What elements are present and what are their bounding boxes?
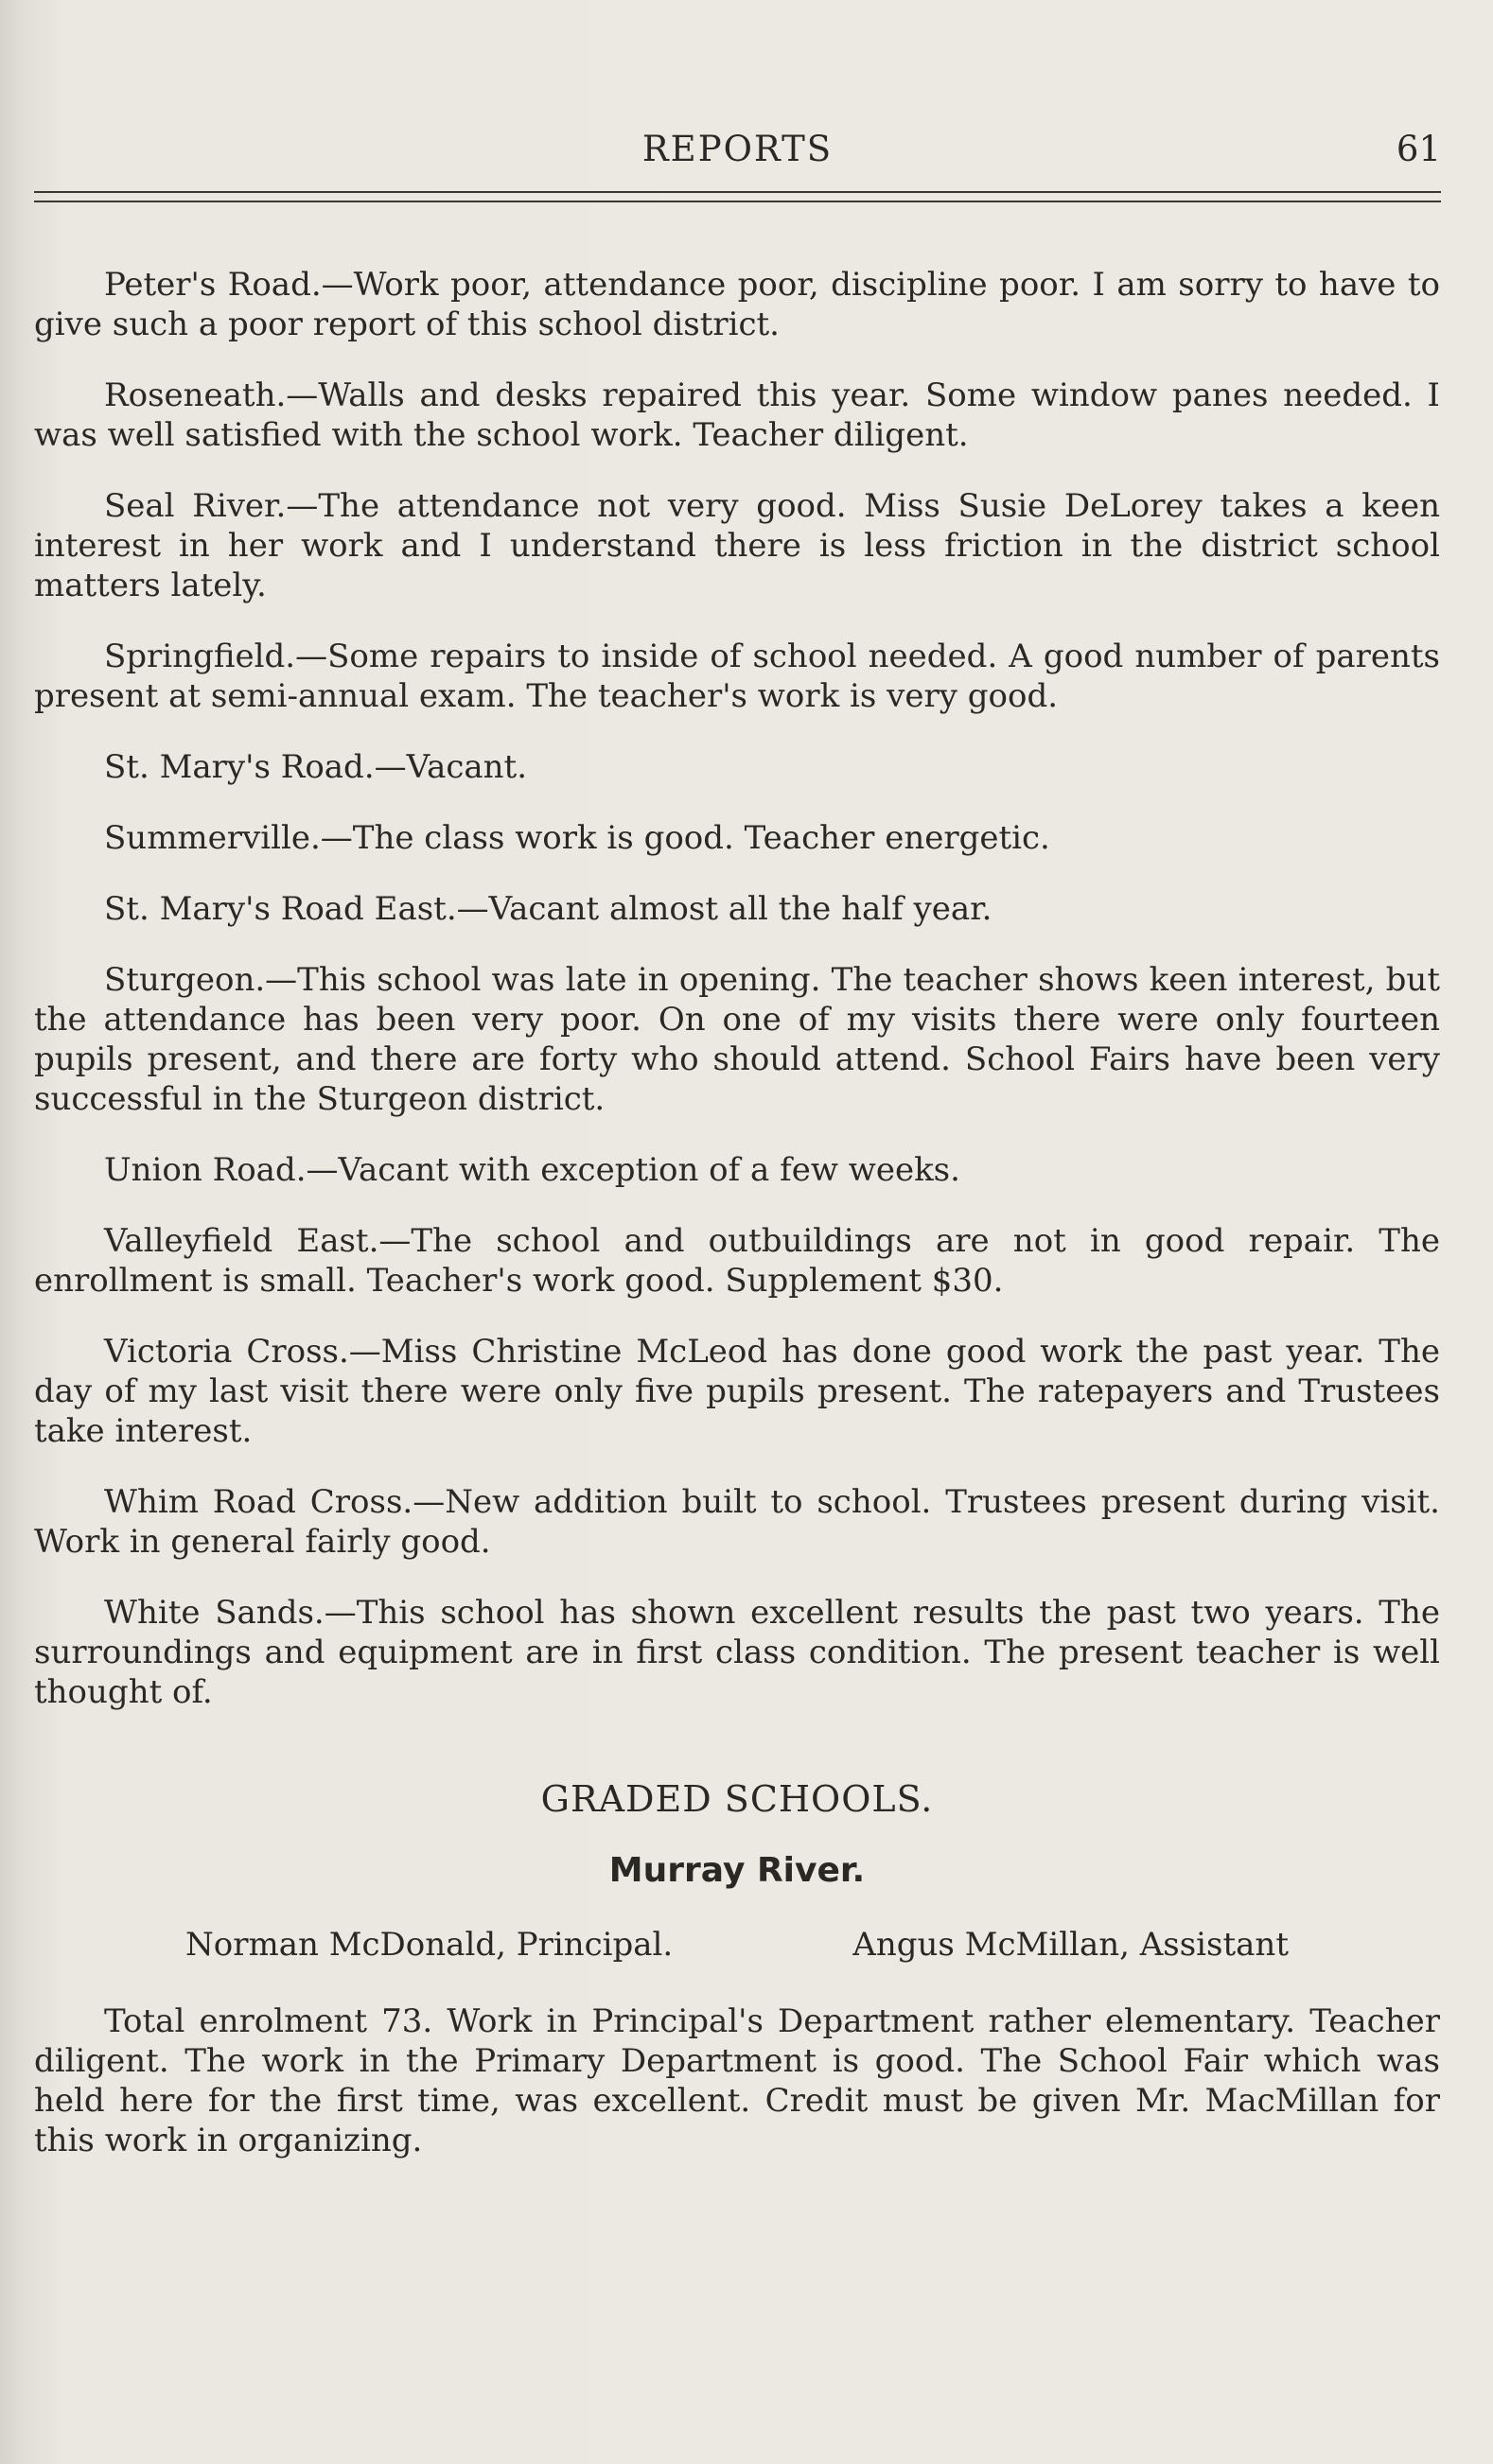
district-report: St. Mary's Road.—Vacant. — [104, 748, 528, 786]
district-report: Union Road.—Vacant with exception of a few weeks. — [104, 1151, 960, 1189]
staff-line — [34, 1926, 1440, 1964]
page-header — [34, 121, 1441, 178]
principal-name: Norman McDonald, Principal. — [185, 1926, 674, 1964]
district-report: White Sands.—This school has shown excellent results the past two years. The surroundings and equipment are in first class condition. The present teacher is well thought of. — [34, 1594, 1440, 1711]
district-report: Springfield.—Some repairs to inside of school needed. A good number of parents present at semi-annual exam. The teacher's work is very good. — [34, 638, 1440, 715]
district-report: Seal River.—The attendance not very good. Miss Susie DeLorey takes a keen interest in her work and I understand there is less friction in the district school matters lately. — [34, 487, 1440, 604]
school-name: Murray River. — [608, 1851, 866, 1890]
assistant-name: Angus McMillan, Assistant — [852, 1926, 1289, 1964]
district-report: Peter's Road.—Work poor, attendance poor, discipline poor. I am sorry to have to give such a poor report of this school district. — [34, 266, 1440, 343]
header-rule-top — [34, 191, 1441, 193]
page-body — [34, 265, 1440, 2192]
district-report: Whim Road Cross.—New addition built to school. Trustees present during visit. Work in general fairly good. — [34, 1483, 1440, 1561]
district-report: Victoria Cross.—Miss Christine McLeod has done good work the past year. The day of my last visit there were only five pupils present. The ratepayers and Trustees take interest. — [34, 1333, 1440, 1450]
district-report: Sturgeon.—This school was late in opening. The teacher shows keen interest, but the attendance has been very poor. On one of my visits there were only fourteen pupils present, and there are forty who should attend. School Fairs have been very successful in the Sturgeon district. — [34, 961, 1440, 1118]
district-report: Summerville.—The class work is good. Teacher energetic. — [104, 819, 1050, 857]
header-rule-bottom — [34, 201, 1441, 202]
school-report: Total enrolment 73. Work in Principal's Department rather elementary. Teacher diligent. The work in the Primary Department is good. The School Fair which was held here for the first time, was excellent. Credit must be given Mr. MacMillan for this work in organizing. — [34, 2002, 1440, 2159]
section-heading: GRADED SCHOOLS. — [540, 1778, 934, 1820]
district-report: St. Mary's Road East.—Vacant almost all the half year. — [104, 890, 992, 928]
district-report: Roseneath.—Walls and desks repaired this year. Some window panes needed. I was well satisfied with the school work. Teacher diligent. — [34, 376, 1440, 454]
running-title: REPORTS — [641, 129, 834, 169]
district-report: Valleyfield East.—The school and outbuildings are not in good repair. The enrollment is small. Teacher's work good. Supplement $30. — [34, 1222, 1440, 1300]
page-number: 61 — [1396, 129, 1441, 169]
